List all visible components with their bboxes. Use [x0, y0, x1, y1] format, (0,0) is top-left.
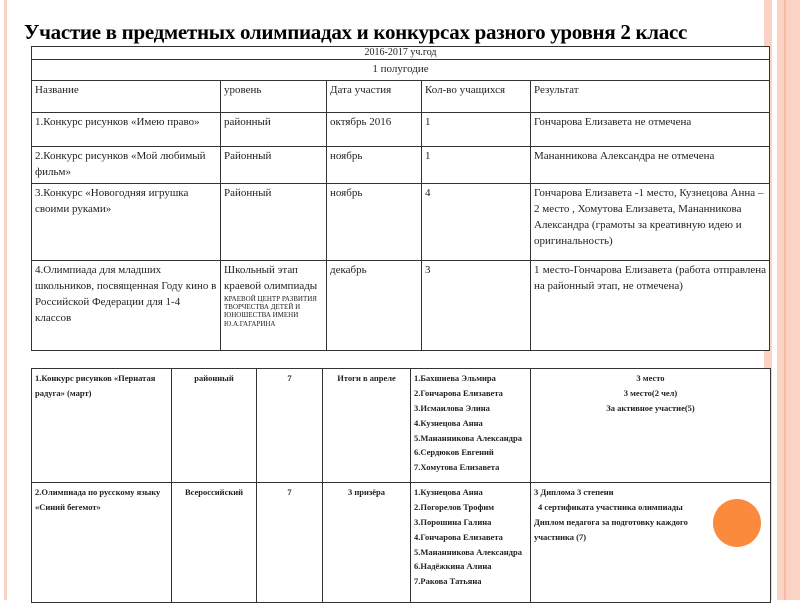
event-result: Гончарова Елизавета -1 место, Кузнецова Анна – 2 место , Хомутова Елизавета, Мананникова Александра (грамоты за креативную идею и оригинальность)	[531, 183, 770, 260]
student: 4.Гончарова Елизавета	[414, 531, 503, 542]
student: 1.Бахшиева Эльмира	[414, 373, 496, 383]
event-level: Школьный этап краевой олимпиады	[224, 263, 318, 292]
student: 1.Кузнецова Анна	[414, 487, 483, 497]
table-row	[32, 183, 770, 260]
table-row	[32, 483, 771, 603]
event-summary: Итоги в апреле	[323, 369, 411, 483]
result-line: За активное участие(5)	[606, 402, 695, 413]
event-level-note: КРАЕВОЙ ЦЕНТР РАЗВИТИЯ ТВОРЧЕСТВА ДЕТЕЙ И ЮНОШЕСТВА ИМЕНИ Ю.А.ГАГАРИНА	[224, 294, 317, 328]
student: 6.Сердюков Евгений	[414, 447, 494, 458]
semester-header: 1 полугодие	[32, 60, 770, 81]
header-date: Дата участия	[327, 80, 422, 112]
school-year: 2016-2017 уч.год	[32, 47, 770, 60]
result-line: 3 место(2 чел)	[623, 387, 678, 398]
table-row	[32, 260, 770, 350]
event-result: Гончарова Елизавета не отмечена	[531, 112, 770, 146]
event-date: декабрь	[327, 260, 422, 350]
event-level: районный	[172, 369, 257, 483]
event-count: 1	[422, 146, 531, 183]
event-level: Всероссийский	[172, 483, 257, 603]
event-date: октябрь 2016	[327, 112, 422, 146]
first-half-table	[31, 46, 770, 351]
event-name: 1.Конкурс рисунков «Пернатая радуга» (март)	[32, 369, 172, 483]
second-half-table	[31, 368, 771, 603]
table-row	[32, 369, 771, 483]
header-level: уровень	[221, 80, 327, 112]
event-name: 4.Олимпиада для младших школьников, посвященная Году кино в Российской Федерации для 1-4 классов	[32, 260, 221, 350]
student: 4.Кузнецова Анна	[414, 417, 483, 428]
result-line: 3 Диплома 3 степени	[534, 487, 614, 497]
event-count: 4	[422, 183, 531, 260]
event-date: ноябрь	[327, 146, 422, 183]
event-name: 2.Олимпиада по русскому языку «Синий бегемот»	[32, 483, 172, 603]
header-count: Кол-во учащихся	[422, 80, 531, 112]
event-count: 7	[257, 369, 323, 483]
student: 2.Погорелов Трофим	[414, 501, 495, 512]
student: 3.Исмаилова Элина	[414, 402, 490, 413]
event-results	[531, 369, 771, 483]
event-name: 3.Конкурс «Новогодняя игрушка своими руками»	[32, 183, 221, 260]
student: 6.Надёжкина Алина	[414, 561, 492, 572]
header-name: Название	[32, 80, 221, 112]
event-result: Мананникова Александра не отмечена	[531, 146, 770, 183]
event-result: 1 место-Гончарова Елизавета (работа отправлена на районный этап, не отмечена)	[531, 260, 770, 350]
left-decor-line	[4, 0, 7, 600]
event-count: 3	[422, 260, 531, 350]
student: 2.Гончарова Елизавета	[414, 387, 503, 398]
result-line: 4 сертификата участника олимпиады	[538, 501, 683, 512]
event-name: 2.Конкурс рисунков «Мой любимый фильм»	[32, 146, 221, 183]
table-row	[32, 146, 770, 183]
event-level-cell	[221, 260, 327, 350]
event-level: районный	[221, 112, 327, 146]
student-list	[411, 369, 531, 483]
table-row	[32, 112, 770, 146]
header-result: Результат	[531, 80, 770, 112]
event-name: 1.Конкурс рисунков «Имею право»	[32, 112, 221, 146]
orange-circle-decor	[713, 499, 761, 547]
student: 7.Хомутова Елизавета	[414, 462, 500, 473]
event-count: 7	[257, 483, 323, 603]
student: 5.Мананникова Александра	[414, 546, 522, 557]
result-line: 3 место	[636, 373, 665, 383]
student-list	[411, 483, 531, 603]
page-title: Участие в предметных олимпиадах и конкурсах разного уровня 2 класс	[24, 20, 688, 44]
student: 5.Мананникова Александра	[414, 432, 522, 443]
event-level: Районный	[221, 183, 327, 260]
event-summary: 3 призёра	[323, 483, 411, 603]
result-line: Диплом педагога за подготовку каждого участника (7)	[534, 516, 688, 542]
event-count: 1	[422, 112, 531, 146]
event-date: ноябрь	[327, 183, 422, 260]
student: 7.Ракова Татьяна	[414, 576, 482, 587]
student: 3.Порошина Галина	[414, 516, 492, 527]
event-level: Районный	[221, 146, 327, 183]
